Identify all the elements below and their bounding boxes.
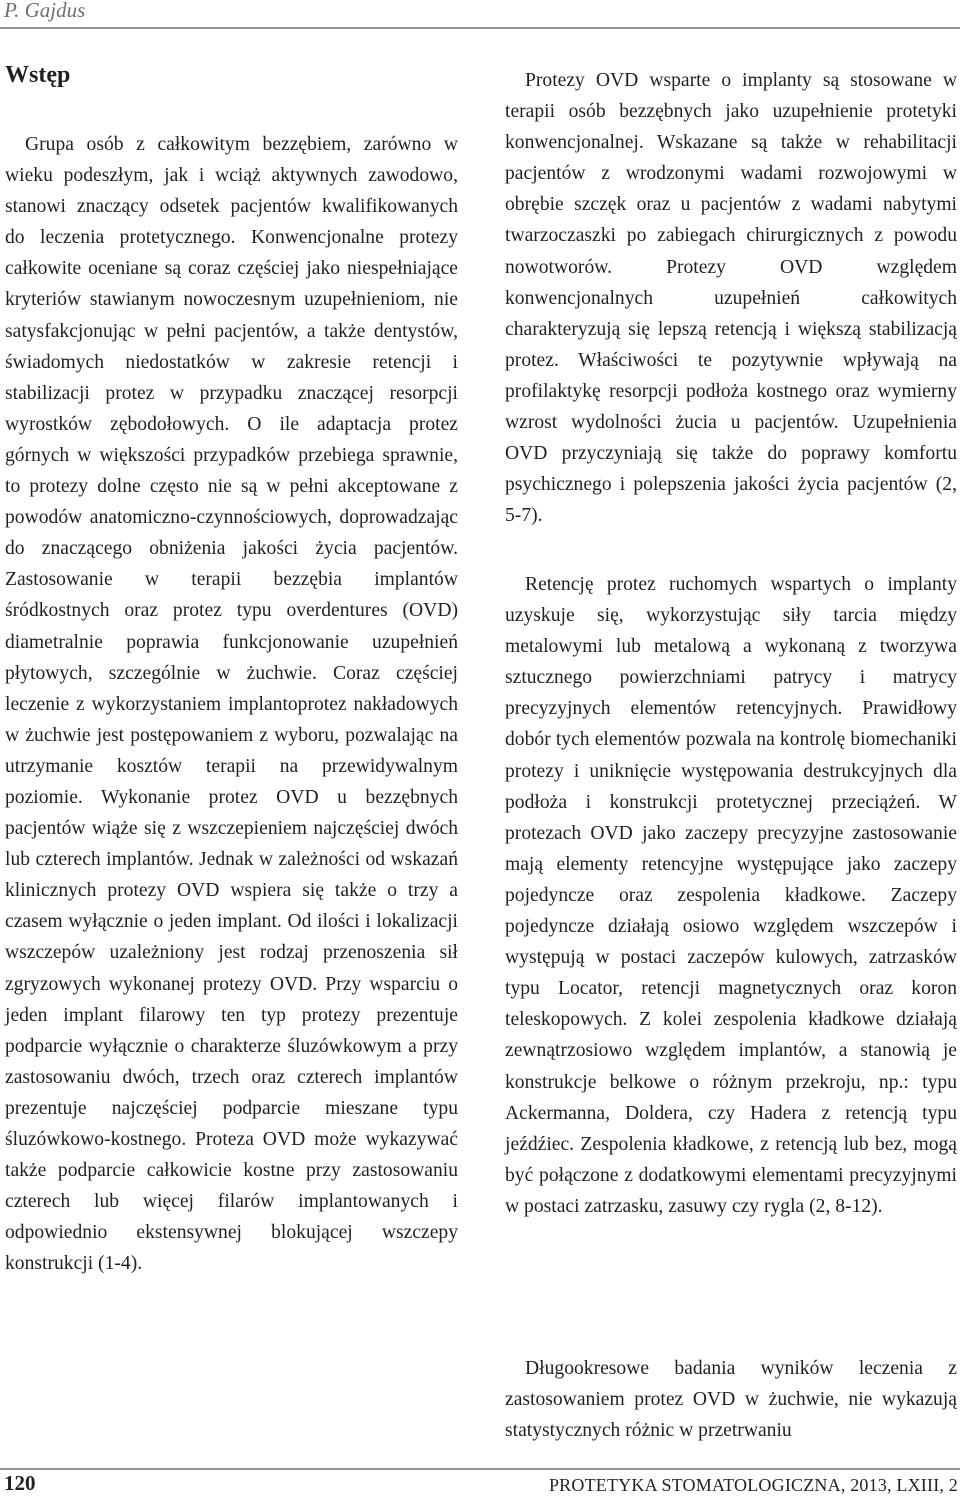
running-head-author: P. Gajdus xyxy=(4,0,86,22)
header-divider xyxy=(0,27,960,29)
paragraph-introduction: Grupa osób z całkowitym bezzębiem, zarówno w wieku podeszłym, jak i wciąż aktywnych zawodowo, stanowi znaczący odsetek pacjentów kwalifikowanych do leczenia protetycznego. Konwencjonalne protezy całkowite oceniane są coraz częściej jako niespełniające kryteriów stawianym nowoczesnym uzupełnieniom, nie satysfakcjonując w pełni pacjentów, a także dentystów, świadomych niedostatków w zakresie retencji i stabilizacji protez w przypadku znaczącej resorpcji wyrostków zębodołowych. O ile adaptacja protez górnych w większości przypadków przebiega sprawnie, to protezy dolne często nie są w pełni akceptowane z powodów anatomiczno-czynnościowych, doprowadzając do znaczącego obniżenia jakości życia pacjentów. Zastosowanie w terapii bezzębia implantów śródkostnych oraz protez typu overdentures (OVD) diametralnie poprawia funkcjonowanie uzupełnień płytowych, szczególnie w żuchwie. Coraz częściej leczenie z wykorzystaniem implantoprotez nakładowych w żuchwie jest postępowaniem z wyboru, pozwalając na utrzymanie kosztów terapii na przewidywalnym poziomie. Wykonanie protez OVD u bezzębnych pacjentów wiąże się z wszczepieniem najczęściej dwóch lub czterech implantów. Jednak w zależności od wskazań klinicznych protezy OVD wspiera się także o trzy a czasem wyłącznie o jeden implant. Od ilości i lokalizacji wszczepów uzależniony jest rodzaj przenoszenia sił zgryzowych wykonanej protezy OVD. Przy wsparciu o jeden implant filarowy ten typ protezy prezentuje podparcie wyłącznie o charakterze śluzówkowym a przy zastosowaniu dwóch, trzech oraz czterech implantów prezentuje najczęściej podparcie mieszane typu śluzówkowo-kostnego. Proteza OVD może wykazywać także podparcie całkowicie kostne przy zastosowaniu czterech lub więcej filarów implantowanych i odpowiednio ekstensywnej blokującej wszczepy konstrukcji (1-4). xyxy=(5,134,458,1275)
journal-reference: PROTETYKA STOMATOLOGICZNA, 2013, LXIII, 2 xyxy=(548,1475,958,1495)
paragraph-long-term-studies: Długookresowe badania wyników leczenia z zastosowaniem protez OVD w żuchwie, nie wykazują statystycznych różnic w przetrwaniu xyxy=(505,1358,957,1442)
page-number: 120 xyxy=(4,1471,36,1495)
section-title: Wstęp xyxy=(5,62,71,88)
footer-divider xyxy=(0,1468,960,1470)
paragraph-retention: Retencję protez ruchomych wspartych o implanty uzyskuje się, wykorzystując siły tarcia między metalowymi lub metalową a wykonaną z tworzywa sztucznego powierzchniami patrycy i matrycy precyzyjnych elementów retencyjnych. Prawidłowy dobór tych elementów pozwala na kontrolę biomechaniki protezy i uniknięcie występowania destrukcyjnych dla podłoża i konstrukcji protetycznej przeciążeń. W protezach OVD jako zaczepy precyzyjne zastosowanie mają elementy retencyjne występujące jako zaczepy pojedyncze oraz zespolenia kładkowe. Zaczepy pojedyncze działają osiowo względem wszczepów i występują w postaci zaczepów kulowych, zatrzasków typu Locator, retencji magnetycznych oraz koron teleskopowych. Z kolei zespolenia kładkowe działają zewnątrzosiowo względem implantów, a stanowią je konstrukcje belkowe o różnym przekroju, np.: typu Ackermanna, Doldera, czy Hadera z retencją typu jeźdźiec. Zespolenia kładkowe, z retencją lub bez, mogą być połączone z dodatkowymi elementami precyzyjnymi w postaci zatrzasku, zasuwy czy rygla (2, 8-12). xyxy=(505,574,957,1217)
paragraph-ovd-indications: Protezy OVD wsparte o implanty są stosowane w terapii osób bezzębnych jako uzupełnienie protetyki konwencjonalnej. Wskazane są także w rehabilitacji pacjentów z wrodzonymi wadami rozwojowymi w obrębie szczęk oraz u pacjentów z wadami nabytymi twarzoczaszki po zabiegach chirurgicznych z powodu nowotworów. Protezy OVD względem konwencjonalnych uzupełnień całkowitych charakteryzują się lepszą retencją i większą stabilizacją protez. Właściwości te pozytywnie wpływają na profilaktykę resorpcji podłoża kostnego oraz wymierny wzrost wydolności żucia u pacjentów. Uzupełnienia OVD przyczyniają się także do poprawy komfortu psychicznego i polepszenia jakości życia pacjentów (2, 5-7). xyxy=(505,70,957,527)
